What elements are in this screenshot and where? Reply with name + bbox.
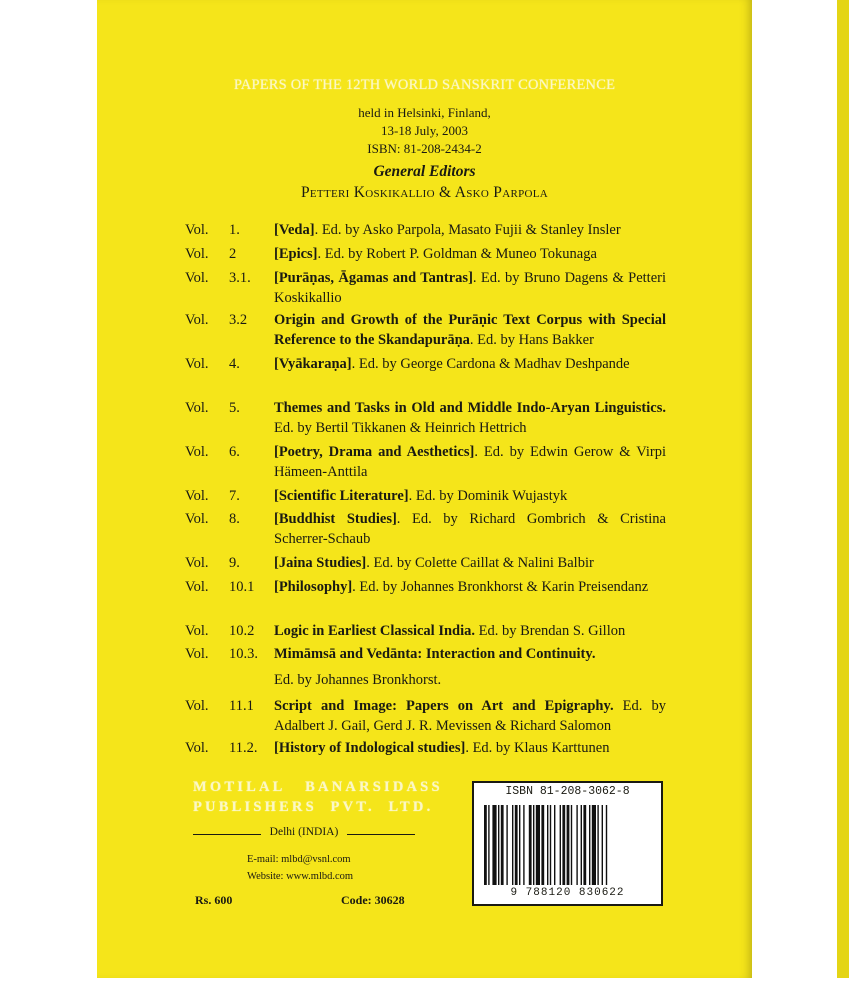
volume-title: Mimāmsā and Vedānta: Interaction and Continuity. <box>274 646 596 662</box>
volume-description <box>274 268 666 308</box>
volume-label: Vol. <box>185 356 209 372</box>
publisher-line-2: PUBLISHERS PVT. LTD. <box>193 799 434 815</box>
email-text: E-mail: mlbd@vsnl.com <box>247 854 351 865</box>
volume-editors: . Ed. by Johannes Bronkhorst & Karin Preisendanz <box>352 579 649 595</box>
publisher-contact <box>247 851 353 885</box>
volume-description <box>274 621 666 641</box>
conference-isbn: ISBN: 81-208-2434-2 <box>367 141 482 156</box>
volume-editors: . Ed. by George Cardona & Madhav Deshpande <box>351 356 630 372</box>
volume-label: Vol. <box>185 555 209 571</box>
volume-title: [Purāṇas, Āgamas and Tantras] <box>274 270 473 286</box>
volume-label: Vol. <box>185 270 209 286</box>
volume-editors: . Ed. by Edwin Gerow & Virpi Hämeen-Anttila <box>274 444 666 480</box>
volume-number: 11.2. <box>229 740 258 756</box>
volume-editors: . Ed. by Asko Parpola, Masato Fujii & Stanley Insler <box>314 222 621 238</box>
volume-title: [Vyākaraṇa] <box>274 356 352 372</box>
volume-label: Vol. <box>185 444 209 460</box>
volume-editors: Ed. by Brendan S. Gillon <box>475 623 626 639</box>
volume-editors: . Ed. by Dominik Wujastyk <box>408 488 568 504</box>
publisher-line-1: MOTILAL BANARSIDASS <box>193 779 443 795</box>
volume-label: Vol. <box>185 222 209 238</box>
volume-number: 10.2 <box>229 623 255 639</box>
barcode-isbn-text: ISBN 81-208-3062-8 <box>505 785 630 798</box>
city-label: Delhi (INDIA) <box>269 826 339 838</box>
volume-title: [Philosophy] <box>274 579 353 595</box>
volume-editors: . Ed. by Robert P. Goldman & Muneo Tokunaga <box>317 246 597 262</box>
volume-label: Vol. <box>185 579 209 595</box>
volume-description <box>274 553 666 573</box>
volume-number: 3.1. <box>229 270 251 286</box>
volume-number: 3.2 <box>229 312 248 328</box>
volume-editors: Ed. by Bertil Tikkanen & Heinrich Hettrich <box>274 420 527 436</box>
volume-number: 1. <box>229 222 240 238</box>
volume-title: Themes and Tasks in Old and Middle Indo-Aryan Linguistics. <box>274 400 666 416</box>
volume-editors: Ed. by Adalbert J. Gail, Gerd J. R. Mevissen & Richard Salomon <box>274 698 666 734</box>
volume-label: Vol. <box>185 623 209 639</box>
volume-number: 8. <box>229 511 240 527</box>
volume-number: 10.3. <box>229 646 258 662</box>
editors-names: Petteri Koskikallio & Asko Parpola <box>300 184 549 201</box>
editors-label: General Editors <box>373 163 476 180</box>
volume-editors: . Ed. by Klaus Karttunen <box>465 740 610 756</box>
volume-editors: . Ed. by Hans Bakker <box>469 332 594 348</box>
volume-description <box>274 509 666 549</box>
volume-editors: . Ed. by Richard Gombrich & Cristina Scherrer-Schaub <box>274 511 666 547</box>
volume-number: 9. <box>229 555 240 571</box>
volume-title: [Veda] <box>274 222 315 238</box>
price-label: Rs. 600 <box>195 893 233 907</box>
isbn-barcode <box>472 781 663 906</box>
volume-description <box>274 244 666 264</box>
volume-label: Vol. <box>185 511 209 527</box>
volume-description <box>274 577 666 597</box>
volume-number: 6. <box>229 444 240 460</box>
website-text: Website: www.mlbd.com <box>247 871 354 882</box>
publisher-city <box>193 826 415 842</box>
publisher-name <box>193 777 443 817</box>
volume-number: 5. <box>229 400 240 416</box>
volume-title: Origin and Growth of the Purāṇic Text Corpus with Special Reference to the Skandapurāṇa <box>274 312 666 348</box>
volume-description <box>274 696 666 736</box>
volume-label: Vol. <box>185 646 209 662</box>
volume-description <box>274 670 666 690</box>
book-back-cover <box>97 0 752 978</box>
volume-description <box>274 220 666 240</box>
product-code: Code: 30628 <box>341 893 405 907</box>
series-title: PAPERS OF THE 12TH WORLD SANSKRIT CONFERENCE <box>233 77 616 93</box>
volume-label: Vol. <box>185 246 209 262</box>
volume-label: Vol. <box>185 488 209 504</box>
volume-editors: . Ed. by Colette Caillat & Nalini Balbir <box>366 555 594 571</box>
conference-place: held in Helsinki, Finland, <box>358 105 491 120</box>
volume-description <box>274 354 666 374</box>
volume-label: Vol. <box>185 698 209 714</box>
volume-editors: . Ed. by Bruno Dagens & Petteri Koskikallio <box>274 270 666 306</box>
volume-title: [History of Indological studies] <box>274 740 466 756</box>
divider-left <box>193 834 261 835</box>
barcode-bars-icon <box>484 805 654 885</box>
volume-number: 4. <box>229 356 240 372</box>
volume-label: Vol. <box>185 400 209 416</box>
volume-number: 10.1 <box>229 579 255 595</box>
barcode-digits: 9 788120 830622 <box>510 887 625 899</box>
volume-title: [Scientific Literature] <box>274 488 409 504</box>
volume-number: 7. <box>229 488 240 504</box>
volume-description <box>274 738 666 758</box>
volume-description <box>274 644 666 664</box>
spine-edge <box>837 0 849 978</box>
volume-title: Script and Image: Papers on Art and Epigraphy. <box>274 698 614 714</box>
volume-label: Vol. <box>185 312 209 328</box>
volume-description <box>274 442 666 482</box>
volume-number: 11.1 <box>229 698 254 714</box>
conference-dates: 13-18 July, 2003 <box>381 123 468 138</box>
volume-description <box>274 486 666 506</box>
volume-editors: Ed. by Johannes Bronkhorst. <box>274 672 442 688</box>
volume-title: [Jaina Studies] <box>274 555 367 571</box>
volume-label: Vol. <box>185 740 209 756</box>
volume-description <box>274 310 666 350</box>
volume-description <box>274 398 666 438</box>
volume-title: [Buddhist Studies] <box>274 511 397 527</box>
volume-number: 2 <box>229 246 237 262</box>
volume-title: [Epics] <box>274 246 318 262</box>
volume-title: [Poetry, Drama and Aesthetics] <box>274 444 475 460</box>
volume-title: Logic in Earliest Classical India. <box>274 623 476 639</box>
divider-right <box>347 834 415 835</box>
